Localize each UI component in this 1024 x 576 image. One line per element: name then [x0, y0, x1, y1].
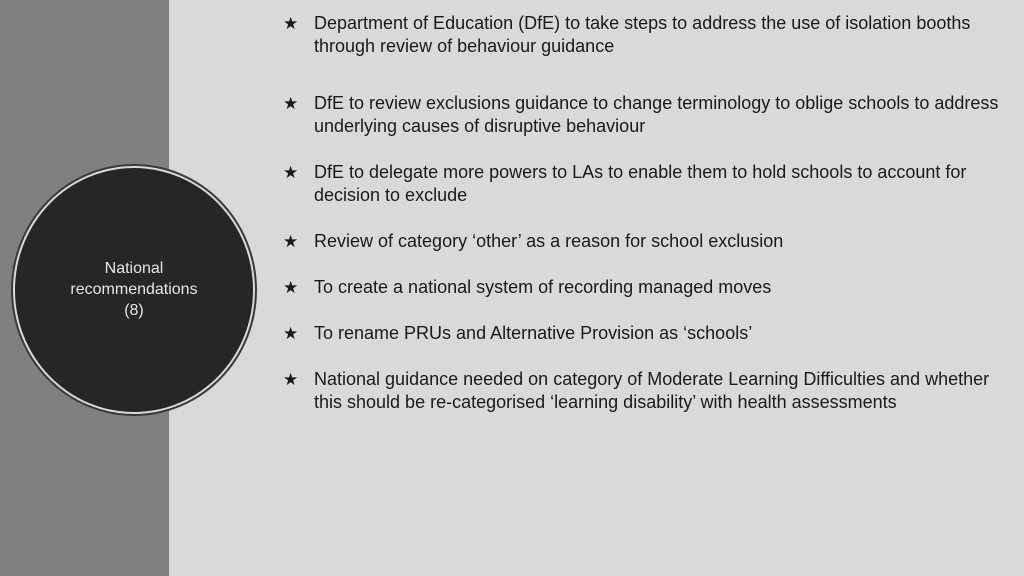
list-item-text: DfE to review exclusions guidance to change terminology to oblige schools to address underlying causes of disruptive behaviour: [314, 93, 999, 136]
list-item-text: National guidance needed on category of Moderate Learning Difficulties and whether this should be re-categorised ‘learning disability’ with health assessments: [314, 369, 990, 412]
star-icon: ★: [283, 370, 299, 389]
star-icon: ★: [283, 94, 299, 113]
list-item-text: DfE to delegate more powers to LAs to enable them to hold schools to account for decision to exclude: [314, 162, 967, 205]
star-icon: ★: [283, 232, 299, 251]
list-item: [283, 322, 1002, 345]
section-badge: [15, 168, 253, 412]
list-item: [283, 368, 1002, 414]
list-item-text: To rename PRUs and Alternative Provision as ‘schools’: [314, 323, 753, 343]
star-icon: ★: [283, 163, 299, 182]
star-icon: ★: [283, 14, 299, 33]
list-item: [283, 276, 1002, 299]
star-icon: ★: [283, 324, 299, 343]
list-item: [283, 92, 1002, 138]
star-icon: ★: [283, 278, 299, 297]
badge-title: [70, 258, 197, 321]
list-item-text: Department of Education (DfE) to take steps to address the use of isolation booths through review of behaviour guidance: [314, 13, 971, 56]
list-item-text: Review of category ‘other’ as a reason for school exclusion: [314, 231, 784, 251]
list-item: [283, 230, 1002, 253]
list-item: [283, 161, 1002, 207]
list-item-text: To create a national system of recording managed moves: [314, 277, 772, 297]
badge-line-3: (8): [124, 301, 144, 319]
badge-line-1: National: [104, 259, 164, 277]
list-item: [283, 12, 1002, 58]
badge-line-2: recommendations: [70, 280, 198, 298]
